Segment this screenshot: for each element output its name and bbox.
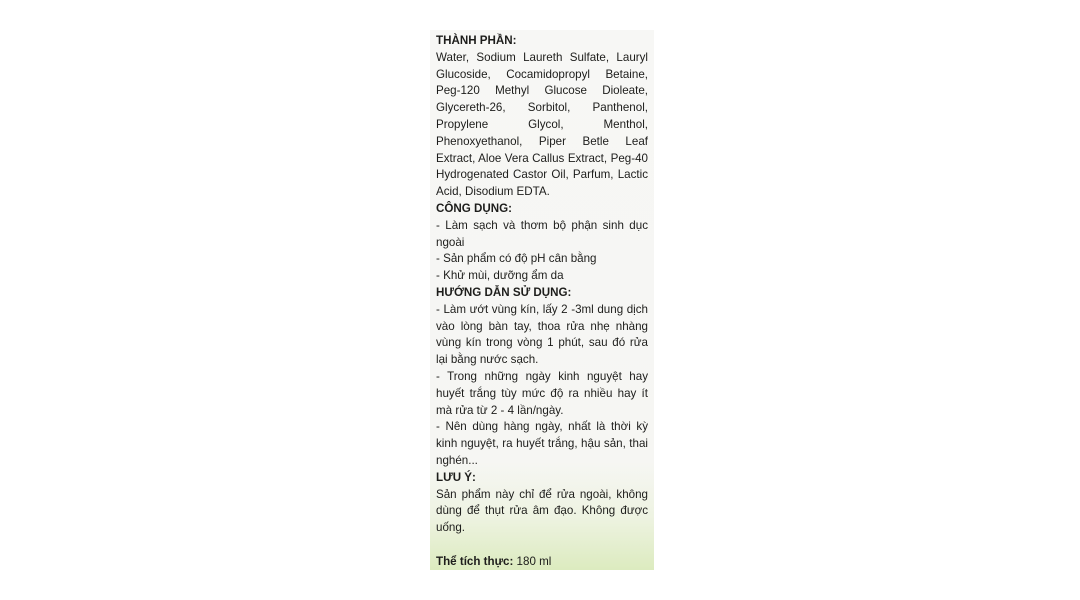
uses-item: - Khử mùi, dưỡng ẩm da: [436, 269, 564, 283]
directions-item: - Nên dùng hàng ngày, nhất là thời kỳ kinh nguyệt, ra huyết trắng, hậu sản, thai nghén...: [436, 420, 648, 467]
net-volume: [436, 554, 648, 571]
directions-item: - Trong những ngày kinh nguyệt hay huyết trắng tùy mức độ ra nhiều hay ít mà rửa từ 2 - 4 lần/ngày.: [436, 369, 648, 417]
product-label-panel: [430, 30, 654, 570]
net-volume-value: 180 ml: [516, 554, 552, 568]
uses-heading: CÔNG DỤNG:: [436, 201, 512, 215]
directions-heading: HƯỚNG DẪN SỬ DỤNG:: [436, 285, 572, 299]
ingredients-heading: THÀNH PHẦN:: [436, 34, 517, 47]
uses-item: - Làm sạch và thơm bộ phận sinh dục ngoài: [436, 218, 648, 249]
caution-heading: LƯU Ý:: [436, 470, 476, 484]
directions-item: - Làm ướt vùng kín, lấy 2 -3ml dung dịch vào lòng bàn tay, thoa rửa nhẹ nhàng vùng kín trong vòng 1 phút, sau đó rửa lại bằng nước sạch.: [436, 302, 648, 367]
caution-text: Sản phẩm này chỉ để rửa ngoài, không dùng để thụt rửa âm đạo. Không được uống.: [436, 487, 648, 535]
ingredients-text: Water, Sodium Laureth Sulfate, Lauryl Glucoside, Cocamidopropyl Betaine, Peg-120 Methyl Glucose Dioleate, Glycereth-26, Sorbitol, Panthenol, Propylene Glycol, Menthol, Phenoxyethanol, Piper Betle Leaf Extract, Aloe Vera Callus Extract, Peg-40 Hydrogenated Castor Oil, Parfum, Lactic Acid, Disodium EDTA.: [436, 50, 648, 199]
uses-item: - Sản phẩm có độ pH cân bằng: [436, 252, 597, 266]
spacer: [436, 537, 648, 554]
net-volume-label: Thể tích thực:: [436, 554, 514, 568]
